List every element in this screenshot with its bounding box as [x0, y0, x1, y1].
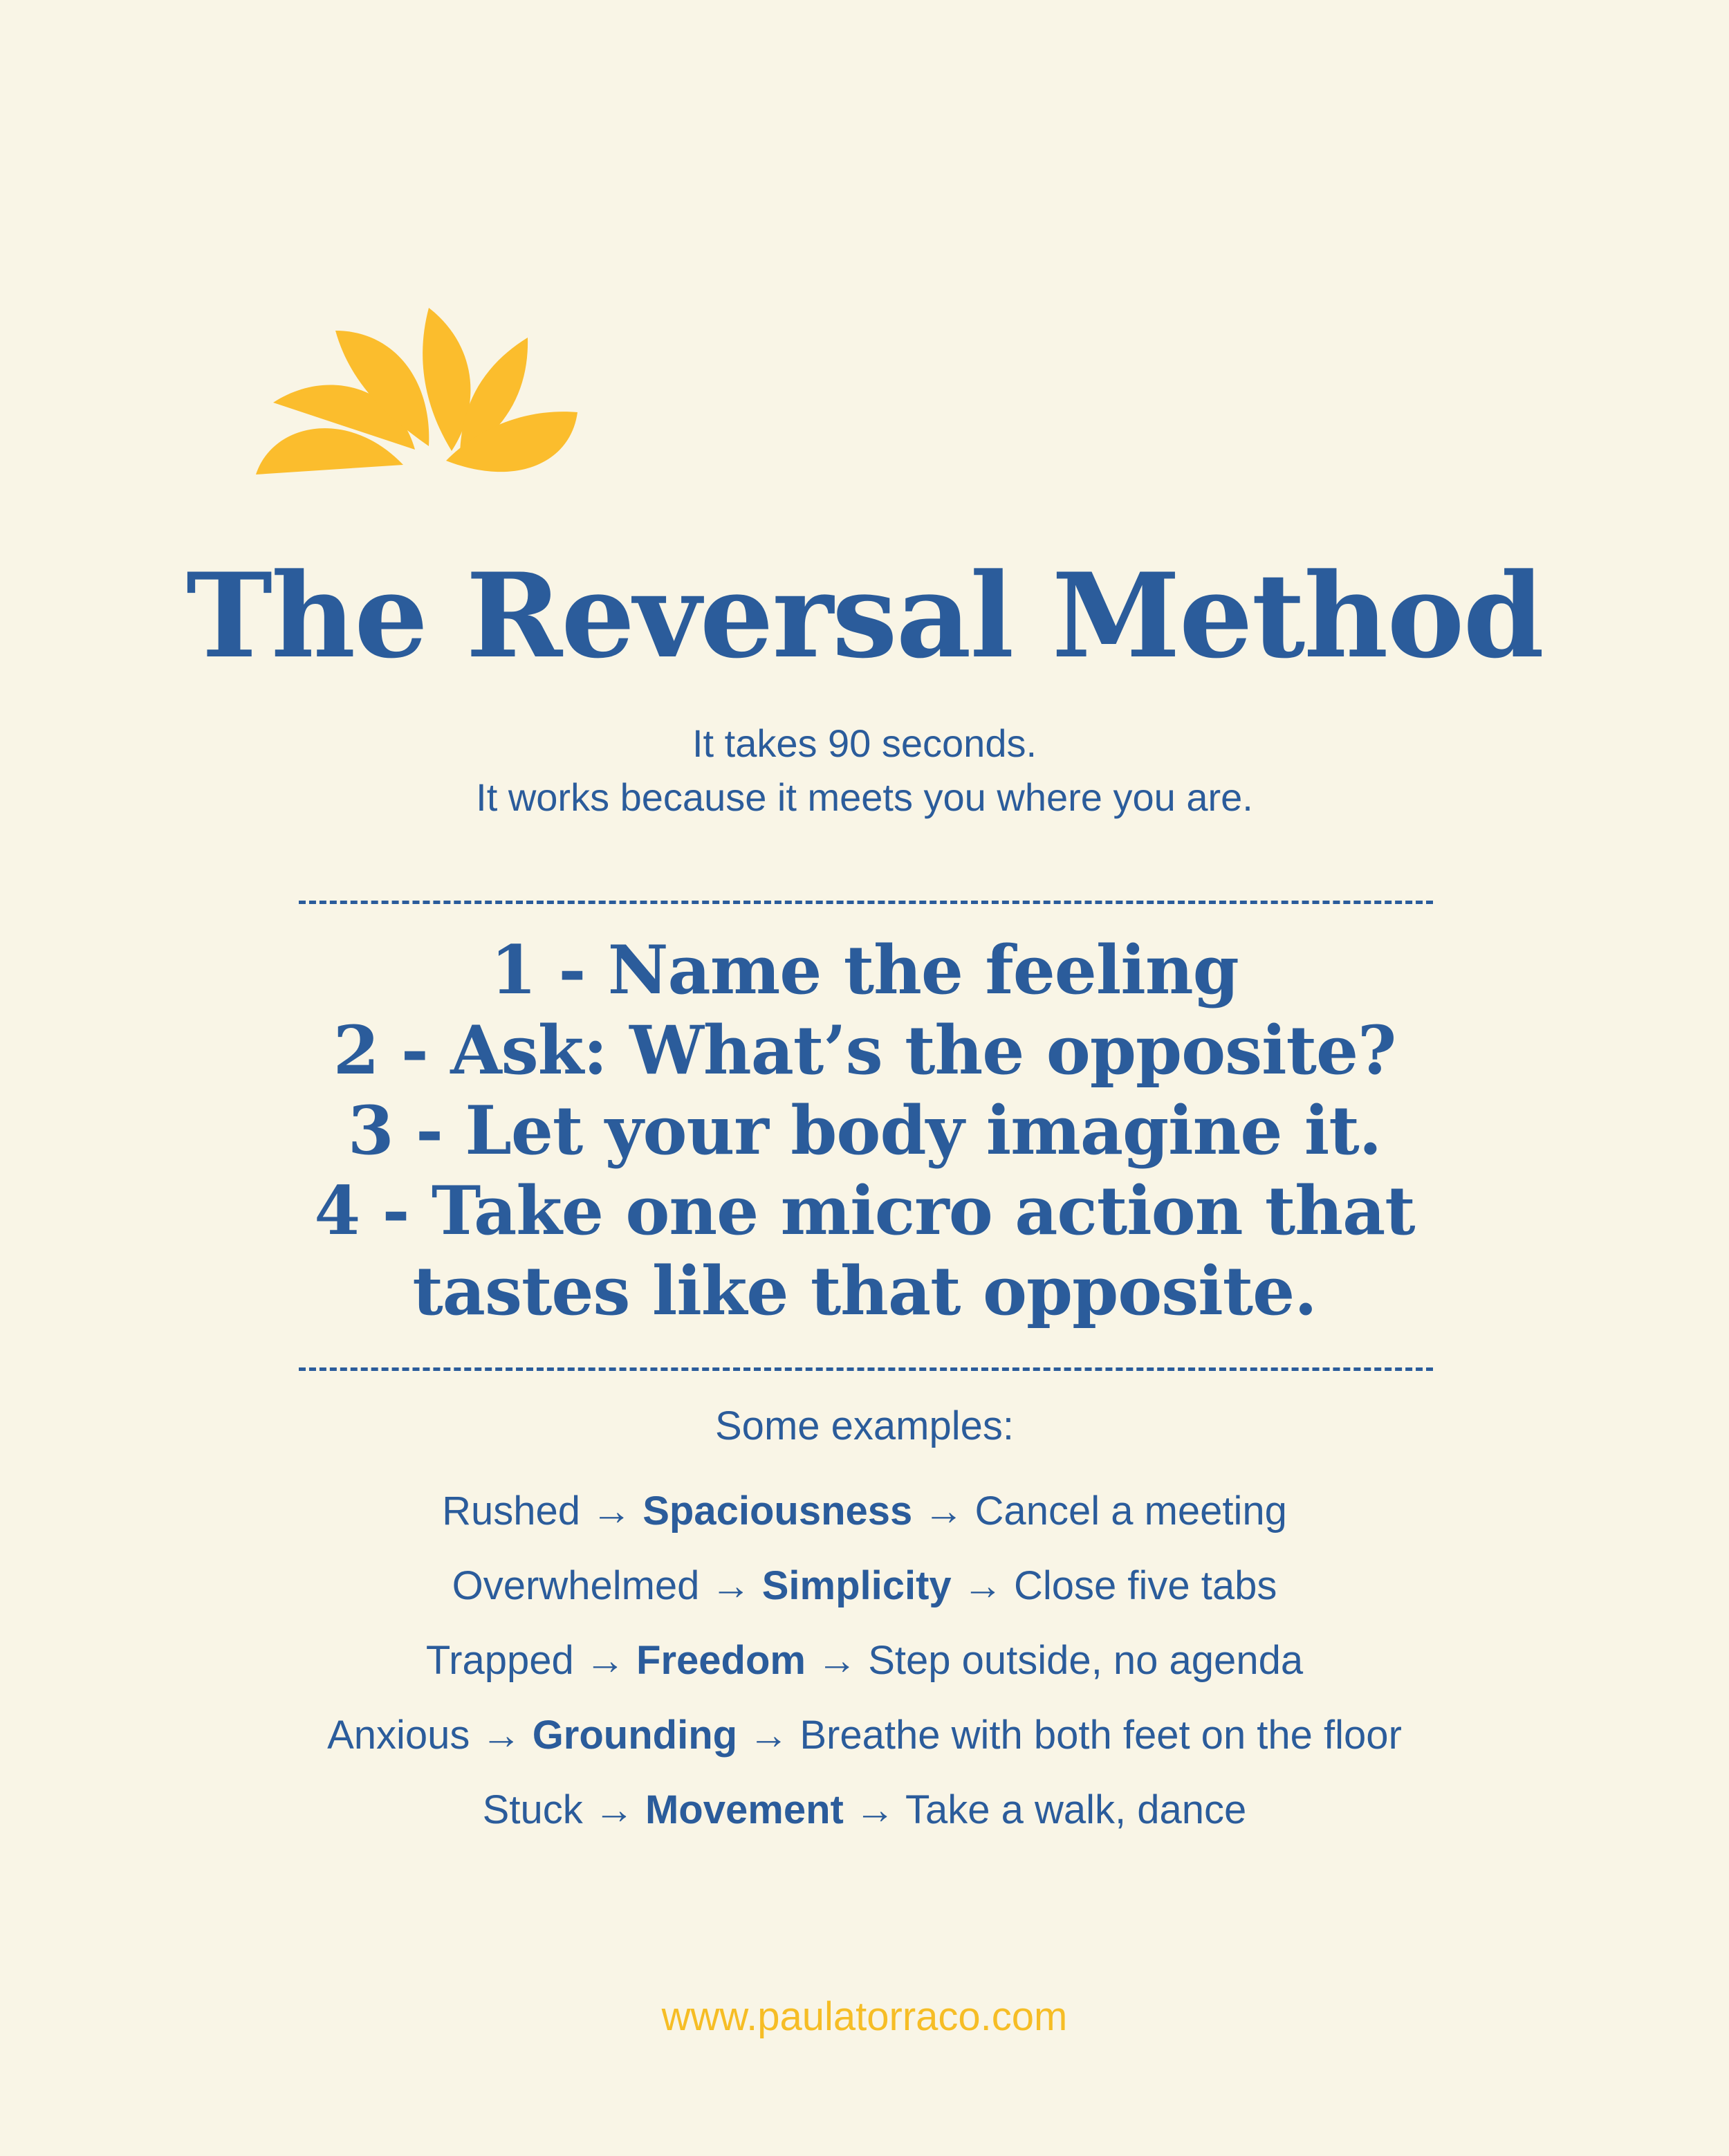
example-feeling: Overwhelmed: [452, 1563, 700, 1608]
examples-list: [0, 1474, 1729, 1848]
example-opposite: Movement: [645, 1787, 844, 1832]
dashed-divider: [299, 1367, 1433, 1371]
example-row: [0, 1549, 1729, 1623]
example-opposite: Spaciousness: [642, 1489, 913, 1533]
example-feeling: Stuck: [482, 1787, 583, 1832]
arrow-icon: →: [591, 1489, 632, 1533]
arrow-icon: →: [481, 1713, 521, 1758]
example-opposite: Freedom: [636, 1638, 806, 1683]
step-item: 1 - Name the feeling: [490, 931, 1239, 1009]
arrow-icon: →: [923, 1489, 964, 1533]
arrow-icon: →: [584, 1638, 625, 1683]
steps-list: [0, 930, 1729, 1332]
arrow-icon: →: [817, 1638, 858, 1683]
example-opposite: Simplicity: [761, 1563, 952, 1608]
example-row: [0, 1773, 1729, 1848]
step-item: 2 - Ask: What’s the opposite?: [333, 1011, 1396, 1089]
step-item: 3 - Let your body imagine it.: [347, 1091, 1382, 1170]
examples-heading: Some examples:: [715, 1403, 1014, 1448]
subtitle: [0, 717, 1729, 824]
example-action: Step outside, no agenda: [868, 1638, 1304, 1683]
example-feeling: Anxious: [327, 1713, 470, 1758]
arrow-icon: →: [710, 1563, 751, 1608]
example-action: Cancel a meeting: [974, 1489, 1287, 1533]
example-action: Take a walk, dance: [905, 1787, 1247, 1832]
subtitle-line: It takes 90 seconds.: [692, 721, 1037, 765]
arrow-icon: →: [593, 1787, 634, 1832]
example-row: [0, 1474, 1729, 1549]
example-opposite: Grounding: [532, 1713, 738, 1758]
arrow-icon: →: [748, 1713, 789, 1758]
arrow-icon: →: [962, 1563, 1003, 1608]
example-feeling: Rushed: [442, 1489, 580, 1533]
subtitle-line: It works because it meets you where you are.: [476, 775, 1253, 819]
example-action: Breathe with both feet on the floor: [799, 1713, 1402, 1758]
page-title: The Reversal Method: [186, 547, 1543, 684]
dashed-divider: [299, 901, 1433, 904]
example-action: Close five tabs: [1013, 1563, 1277, 1608]
example-feeling: Trapped: [425, 1638, 574, 1683]
example-row: [0, 1623, 1729, 1698]
sun-petals-icon: [252, 304, 577, 484]
step-item: 4 - Take one micro action that: [314, 1172, 1415, 1250]
example-row: [0, 1698, 1729, 1773]
step-item: tastes like that opposite.: [412, 1252, 1317, 1330]
arrow-icon: →: [854, 1787, 895, 1832]
website-link[interactable]: www.paulatorraco.com: [661, 1994, 1068, 2039]
